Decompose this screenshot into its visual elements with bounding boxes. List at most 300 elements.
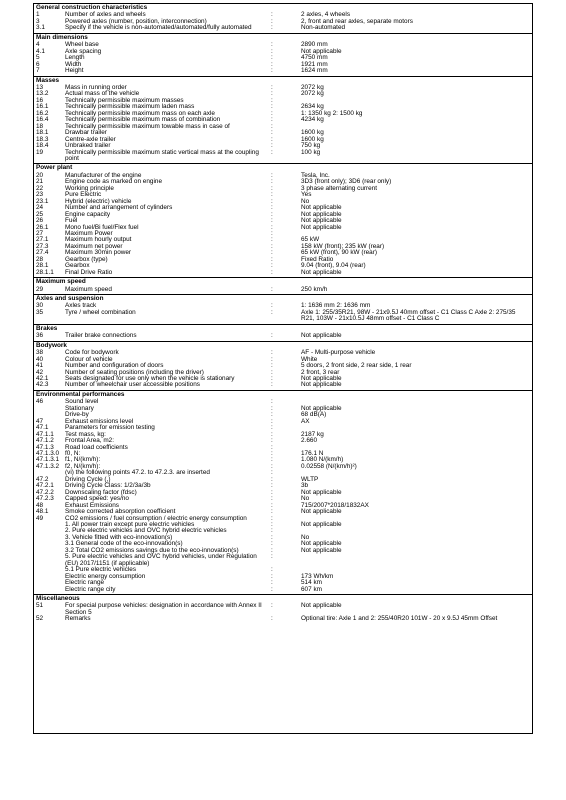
item-label: Engine code as marked on engine (65, 178, 162, 186)
item-value: Not applicable (301, 488, 342, 496)
section-title: Maximum speed (36, 278, 86, 286)
item-number: 26 (36, 217, 44, 225)
item-number: 47.2 (36, 475, 49, 483)
item-number: 27.4 (36, 249, 49, 257)
item-number: 28.1.1 (36, 268, 54, 276)
item-label: Gearbox (type) (65, 255, 108, 263)
item-label: Capped speed: yes/no (65, 495, 129, 503)
spec-row (34, 587, 532, 593)
item-value: Not applicable (301, 210, 342, 218)
item-label: Pure Electric (65, 191, 102, 199)
item-number: 16.4 (36, 116, 49, 124)
item-value: Not applicable (301, 375, 342, 383)
item-label: For special purpose vehicles: designation in accordance with Annex II Section 5 (65, 602, 262, 616)
item-colon: : (271, 404, 273, 412)
item-number: 30 (36, 302, 44, 310)
item-label: Seats designated for use only when the vehicle is stationary (65, 375, 235, 383)
item-colon: : (271, 41, 273, 49)
item-number: 38 (36, 349, 44, 357)
item-label: Hybrid (electric) vehicle (65, 197, 132, 205)
item-number: 46 (36, 398, 44, 406)
item-label: Mass in running order (65, 83, 127, 91)
item-value: AX (301, 417, 310, 425)
item-colon: : (271, 54, 273, 62)
item-value: Fixed Ratio (301, 255, 334, 263)
item-colon: : (271, 469, 273, 477)
section-title: Axles and suspension (36, 295, 104, 303)
item-colon: : (271, 579, 273, 587)
item-label: Frontal Area, m2: (65, 437, 115, 445)
spec-section (34, 295, 532, 325)
item-colon: : (271, 236, 273, 244)
item-label: 2. Pure electric vehicles and OVC hybrid electric vehicles (65, 527, 227, 535)
item-label: Axles track (65, 302, 97, 310)
item-label: Stationary (65, 404, 94, 412)
item-colon: : (271, 495, 273, 503)
item-label: 3. Vehicle fitted with eco-innovation(s) (65, 533, 173, 541)
item-label: Number of axles and wheels (65, 11, 146, 19)
item-number: 47.2.1 (36, 482, 54, 490)
item-colon: : (271, 24, 273, 32)
item-number: 40 (36, 355, 44, 363)
section-title: General construction characteristics (36, 4, 148, 11)
item-number: 48.1 (36, 508, 49, 516)
item-label: Electric energy consumption (65, 572, 146, 580)
item-value: 1.080 N/(km/h) (301, 456, 344, 464)
item-label: Number of seating positions (including the driver) (65, 368, 204, 376)
item-value: 2072 kg (301, 90, 324, 98)
item-number: 27 (36, 229, 44, 237)
spec-row (34, 68, 532, 74)
item-number: 28.1 (36, 262, 49, 270)
item-value: 0.02558 (N/(km/h)²) (301, 462, 357, 470)
item-label: Actual mass of the vehicle (65, 90, 140, 98)
item-colon: : (271, 262, 273, 270)
item-number: 25 (36, 210, 44, 218)
spec-section (34, 342, 532, 391)
item-label: Height (65, 67, 84, 75)
item-number: 22 (36, 184, 44, 192)
item-label: Colour of vehicle (65, 355, 113, 363)
item-label: Maximum 30min power (65, 249, 132, 257)
item-colon: : (271, 268, 273, 276)
item-colon: : (271, 204, 273, 212)
item-number: 41 (36, 362, 44, 370)
item-colon: : (271, 17, 273, 25)
item-value: 2 front, 3 rear (301, 368, 340, 376)
item-number: 4 (36, 41, 40, 49)
item-number: 47.1.1 (36, 430, 54, 438)
item-number: 42.1 (36, 375, 49, 383)
item-colon: : (271, 122, 273, 130)
item-value: 2072 kg (301, 83, 324, 91)
item-label: 5.1 Pure electric vehicles (65, 566, 137, 574)
item-value: WLTP (301, 475, 319, 483)
item-value: Not applicable (301, 204, 342, 212)
item-colon: : (271, 417, 273, 425)
item-colon: : (271, 197, 273, 205)
item-value: 1: 1636 mm 2: 1636 mm (301, 302, 371, 310)
item-colon: : (271, 553, 273, 561)
item-label: Unbraked trailer (65, 142, 111, 150)
spec-row (34, 310, 532, 323)
item-label: Number and configuration of doors (65, 362, 164, 370)
item-label: 1. All power train except pure electric vehicles (65, 520, 195, 528)
item-value: Not applicable (301, 47, 342, 55)
item-number: 47.1.3 (36, 443, 54, 451)
item-colon: : (271, 514, 273, 522)
item-number: 28 (36, 255, 44, 263)
item-colon: : (271, 184, 273, 192)
item-number: 35 (36, 308, 44, 316)
item-value: 9.04 (front), 9.04 (rear) (301, 262, 366, 270)
item-colon: : (271, 540, 273, 548)
item-colon: : (271, 90, 273, 98)
item-value: Not applicable (301, 602, 342, 610)
item-number: 47.2.2 (36, 488, 54, 496)
item-colon: : (271, 302, 273, 310)
item-colon: : (271, 527, 273, 535)
item-number: 18 (36, 122, 44, 130)
section-title: Main dimensions (36, 33, 88, 41)
item-number: 3.1 (36, 24, 45, 32)
spec-row (34, 25, 532, 31)
item-number: 36 (36, 332, 44, 340)
spec-row (34, 150, 532, 163)
item-number: 13.2 (36, 90, 49, 98)
item-number: 19 (36, 148, 44, 156)
item-number: 52 (36, 615, 44, 623)
item-label: Driving Cycle Class: 1/2/3a/3b (65, 482, 151, 490)
item-label: Specify if the vehicle is non-automated/automated/fully automated (65, 24, 252, 32)
item-value: Not applicable (301, 381, 342, 389)
item-number: 23 (36, 191, 44, 199)
item-value: Not applicable (301, 540, 342, 548)
item-value: 2890 mm (301, 41, 328, 49)
item-value: Tesla, Inc. (301, 171, 330, 179)
spec-row (34, 287, 532, 293)
item-label: Working principle (65, 184, 114, 192)
item-number: 3 (36, 17, 40, 25)
item-label: Technically permissible maximum masses (65, 96, 184, 104)
item-value: 2, front and rear axles, separate motors (301, 17, 413, 25)
item-value: 2187 kg (301, 430, 324, 438)
item-colon: : (271, 96, 273, 104)
item-colon: : (271, 60, 273, 68)
item-number: 1 (36, 11, 40, 19)
item-colon: : (271, 83, 273, 91)
item-value: Not applicable (301, 217, 342, 225)
item-colon: : (271, 178, 273, 186)
item-colon: : (271, 210, 273, 218)
item-colon: : (271, 424, 273, 432)
item-value: 100 kg (301, 148, 321, 156)
item-colon: : (271, 437, 273, 445)
item-label: Technically permissible maximum static vertical mass at the coupling point (65, 148, 259, 162)
item-number: 42 (36, 368, 44, 376)
item-number: 18.4 (36, 142, 49, 150)
item-value: 2 axles, 4 wheels (301, 11, 351, 19)
item-value: Not applicable (301, 546, 342, 554)
item-colon: : (271, 217, 273, 225)
item-number: 5 (36, 54, 40, 62)
item-value: 514 km (301, 579, 322, 587)
item-colon: : (271, 129, 273, 137)
item-number: 16.1 (36, 103, 49, 111)
item-value: 1921 mm (301, 60, 328, 68)
item-colon: : (271, 349, 273, 357)
item-label: Fuel (65, 217, 78, 225)
item-colon: : (271, 142, 273, 150)
item-colon: : (271, 308, 273, 316)
item-colon: : (271, 450, 273, 457)
item-label: Driving Cycle (,) (65, 475, 111, 483)
item-colon: : (271, 381, 273, 389)
item-label: Final Drive Ratio (65, 268, 113, 276)
item-value: Yes (301, 191, 312, 199)
item-number: 18.3 (36, 135, 49, 143)
item-colon: : (271, 135, 273, 143)
item-colon: : (271, 191, 273, 199)
item-number: 42.3 (36, 381, 49, 389)
item-colon: : (271, 355, 273, 363)
item-label: 3.1 General code of the eco-innovation(s) (65, 540, 183, 548)
item-number: 48 (36, 501, 44, 509)
section-title: Brakes (36, 324, 58, 332)
spec-section (34, 595, 532, 624)
item-value: 607 km (301, 585, 322, 593)
item-label: Technically permissible maximum mass on each axle (65, 109, 215, 117)
item-colon: : (271, 249, 273, 257)
item-value: 250 km/h (301, 285, 328, 293)
item-value: 1: 1350 kg 2: 1500 kg (301, 109, 363, 117)
item-number: 16 (36, 96, 44, 104)
item-label: Technically permissible maximum mass of combination (65, 116, 221, 124)
item-colon: : (271, 223, 273, 231)
item-number: 49 (36, 514, 44, 522)
item-label: Width (65, 60, 82, 68)
item-colon: : (271, 411, 273, 419)
spec-section (34, 4, 532, 34)
item-label: Downscaling factor (fdsc) (65, 488, 137, 496)
item-value: 65 kW (front), 90 kW (rear) (301, 249, 377, 257)
item-value: Not applicable (301, 223, 342, 231)
item-value: Not applicable (301, 332, 342, 340)
section-title: Bodywork (36, 341, 67, 349)
item-label: Drawbar trailer (65, 129, 107, 137)
item-number: 47.1.2 (36, 437, 54, 445)
item-label: Number of wheelchair user accessible positions (65, 381, 200, 389)
item-colon: : (271, 116, 273, 124)
spec-section (34, 325, 532, 342)
item-colon: : (271, 585, 273, 593)
item-colon: : (271, 602, 273, 610)
item-label: Mono fuel/Bi fuel/Flex fuel (65, 223, 139, 231)
item-value: 5 doors, 2 front side, 2 rear side, 1 rear (301, 362, 412, 370)
item-value: 4234 kg (301, 116, 324, 124)
item-label: Sound level (65, 398, 99, 406)
item-number: 27.3 (36, 242, 49, 250)
item-label: Exhaust Emissions (65, 501, 119, 509)
item-number: 24 (36, 204, 44, 212)
item-label: Powered axles (number, position, interconnection) (65, 17, 207, 25)
item-label: Maximum hourly output (65, 236, 132, 244)
item-value: AF - Multi-purpose vehicle (301, 349, 376, 357)
item-label: 3.2 Total CO2 emissions savings due to the eco-innovation(s) (65, 546, 239, 554)
item-label: CO2 emissions / fuel consumption / electric energy consumption (65, 514, 247, 522)
item-label: Trailer brake connections (65, 332, 137, 340)
item-colon: : (271, 67, 273, 75)
item-value: Not applicable (301, 268, 342, 276)
item-number: 16.2 (36, 109, 49, 117)
item-label: Smoke corrected absorption coefficient (65, 508, 176, 516)
section-title: Miscellaneous (36, 594, 80, 602)
item-value: Not applicable (301, 508, 342, 516)
item-colon: : (271, 572, 273, 580)
item-number: 47.1 (36, 424, 49, 432)
item-label: Engine capacity (65, 210, 111, 218)
item-colon: : (271, 171, 273, 179)
section-title: Power plant (36, 164, 73, 172)
item-label: f2, N/(km/h): (65, 462, 101, 470)
item-label: Exhaust emissions level (65, 417, 134, 425)
item-colon: : (271, 11, 273, 19)
item-value: 3 phase alternating current (301, 184, 378, 192)
item-colon: : (271, 508, 273, 516)
item-colon: : (271, 332, 273, 340)
item-label: Manufacturer of the engine (65, 171, 142, 179)
item-label: Number and arrangement of cylinders (65, 204, 173, 212)
item-number: 23.1 (36, 197, 49, 205)
item-colon: : (271, 615, 273, 623)
item-value: White (301, 355, 318, 363)
item-number: 7 (36, 67, 40, 75)
item-label: Maximum speed (65, 285, 112, 293)
item-value: 65 kW (301, 236, 320, 244)
item-label: Gearbox (65, 262, 90, 270)
item-colon: : (271, 398, 273, 406)
section-title: Masses (36, 76, 60, 84)
item-colon: : (271, 533, 273, 541)
item-value: 176.1 N (301, 450, 324, 457)
item-label: f0, N: (65, 450, 81, 457)
item-colon: : (271, 488, 273, 496)
item-label: Test mass, kg: (65, 430, 106, 438)
item-value: No (301, 495, 310, 503)
spec-section (34, 34, 532, 77)
item-number: 18.1 (36, 129, 49, 137)
item-colon: : (271, 242, 273, 250)
item-value: 1600 kg (301, 135, 324, 143)
specification-sheet (33, 3, 533, 734)
item-number: 47.1.3.2 (36, 462, 60, 470)
item-number: 27.1 (36, 236, 49, 244)
item-colon: : (271, 229, 273, 237)
item-label: Maximum Power (65, 229, 113, 237)
item-number: 47.1.3.1 (36, 456, 60, 464)
item-colon: : (271, 443, 273, 451)
item-number: 26.1 (36, 223, 49, 231)
spec-section (34, 77, 532, 165)
item-value: 173 Wh/km (301, 572, 334, 580)
spec-row (34, 382, 532, 388)
item-colon: : (271, 430, 273, 438)
spec-row (34, 616, 532, 622)
item-value: Non-automated (301, 24, 346, 32)
item-label: Centre-axle trailer (65, 135, 116, 143)
item-colon: : (271, 475, 273, 483)
section-title: Environmental performances (36, 390, 125, 398)
spec-section (34, 278, 532, 295)
item-label: Length (65, 54, 85, 62)
item-value: 3b (301, 482, 309, 490)
item-value: Axle 1: 255/35R21, 98W - 21x9.5J 40mm offset - C1 Class C Axle 2: 275/35 R21, 103W - 21x10.5J 48mm offset - C1 Class C (301, 308, 516, 323)
item-value: 158 kW (front); 235 kW (rear) (301, 242, 385, 250)
item-value: No (301, 197, 310, 205)
item-colon: : (271, 456, 273, 464)
item-value: 68 dB(A) (301, 411, 327, 419)
item-label: Electric range city (65, 585, 116, 593)
item-label: Road load coefficients (65, 443, 128, 451)
item-number: 4.1 (36, 47, 45, 55)
item-value: Optional tire: Axle 1 and 2: 255/40R20 101W - 20 x 9.5J 45mm Offset (301, 615, 498, 623)
item-value: Not applicable (301, 404, 342, 412)
item-colon: : (271, 47, 273, 55)
item-label: Parameters for emission testing (65, 424, 155, 432)
item-colon: : (271, 362, 273, 370)
item-number: 6 (36, 60, 40, 68)
item-label: Technically permissible maximum laden mass (65, 103, 195, 111)
spec-row (34, 333, 532, 339)
item-colon: : (271, 148, 273, 156)
item-label: (vi) the following points 47.2. to 47.2.3. are inserted (65, 469, 210, 477)
item-colon: : (271, 462, 273, 470)
item-label: Axle spacing (65, 47, 102, 55)
item-value: No (301, 533, 310, 541)
item-value: 3D3 (front only); 3D6 (rear only) (301, 178, 392, 186)
item-number: 47.2.3 (36, 495, 54, 503)
item-value: Not applicable (301, 520, 342, 528)
item-label: Remarks (65, 615, 91, 623)
item-number: 20 (36, 171, 44, 179)
item-colon: : (271, 375, 273, 383)
item-label: Wheel base (65, 41, 99, 49)
item-colon: : (271, 501, 273, 509)
item-number: 21 (36, 178, 44, 186)
item-label: f1, N/(km/h): (65, 456, 101, 464)
item-colon: : (271, 103, 273, 111)
item-value: 1600 kg (301, 129, 324, 137)
item-colon: : (271, 520, 273, 528)
item-label: Drive-by (65, 411, 89, 419)
item-value: 1624 mm (301, 67, 328, 75)
item-label: Tyre / wheel combination (65, 308, 136, 316)
item-value: 750 kg (301, 142, 321, 150)
item-label: Electric range (65, 579, 105, 587)
item-number: 51 (36, 602, 44, 610)
item-value: 2634 kg (301, 103, 324, 111)
item-colon: : (271, 482, 273, 490)
item-colon: : (271, 285, 273, 293)
item-value: 4750 mm (301, 54, 328, 62)
item-colon: : (271, 546, 273, 554)
item-colon: : (271, 255, 273, 263)
item-label: 5. Pure electric vehicles and OVC hybrid vehicles, under Regulation (EU) 2017/1151 (if applicable) (65, 553, 257, 567)
item-number: 29 (36, 285, 44, 293)
item-number: 47 (36, 417, 44, 425)
spec-section (34, 391, 532, 595)
spec-row (34, 270, 532, 276)
